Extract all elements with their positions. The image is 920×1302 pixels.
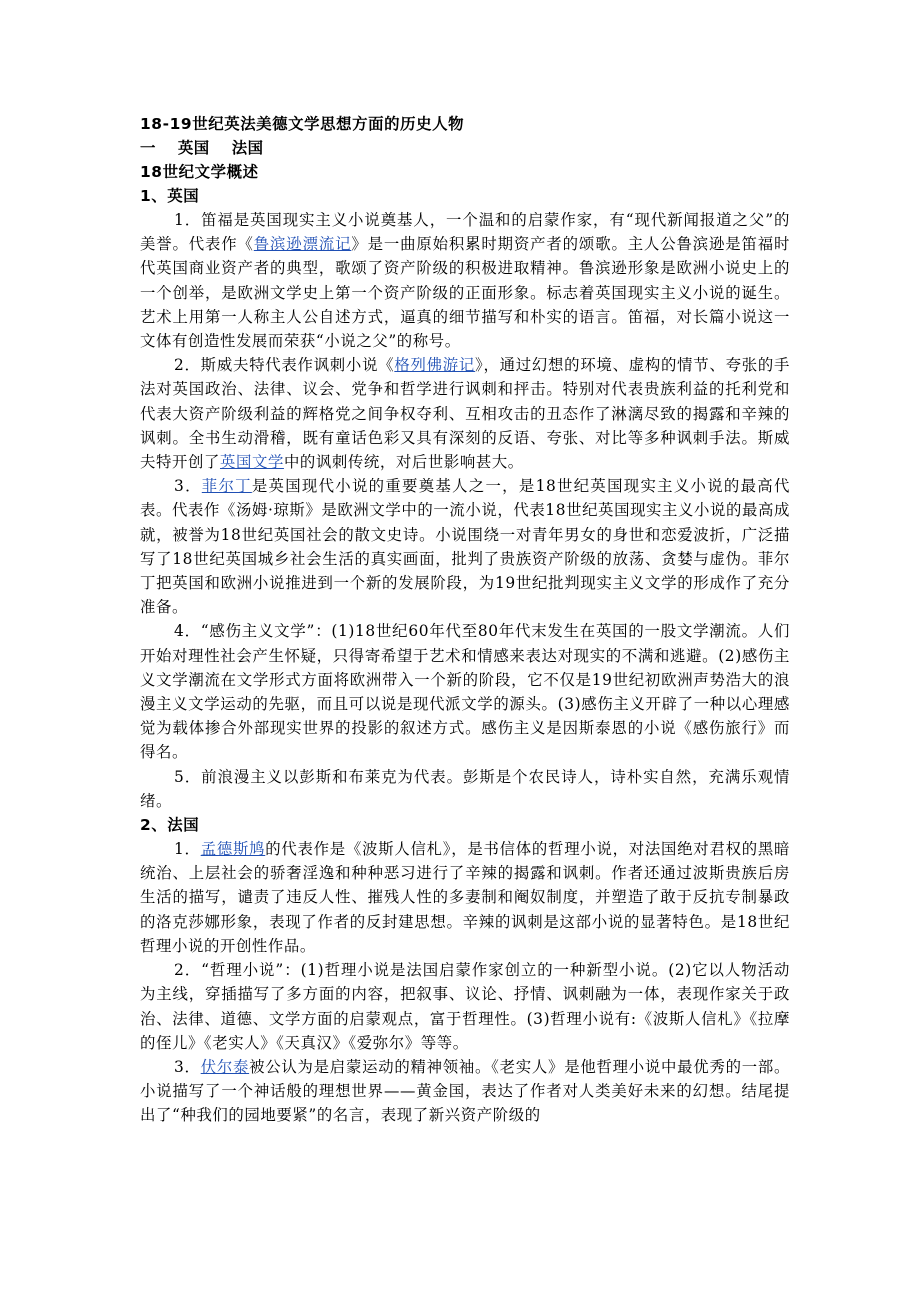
paragraph-text: 中的讽刺传统，对后世影响甚大。 [283,453,524,472]
france-heading: 2、法国 [140,816,200,835]
paragraph-defoe [140,208,790,353]
section-country-a: 英国 [177,139,210,157]
document-title: 18-19世纪英法美德文学思想方面的历史人物 [140,115,465,133]
link-gullivers-travels[interactable]: 格列佛游记 [394,356,476,375]
paragraph-sentimentalism: 4．“感伤主义文学”：(1)18世纪60年代至80年代末发生在英国的一股文学潮流。人们开始对理性社会产生怀疑，只得寄希望于艺术和情感来表达对现实的不满和逃避。(2)感伤主义文学潮流在文学形式方面将欧洲带入一个新的阶段，它不仅是19世纪初欧洲声势浩大的浪漫主义文学运动的先驱，而且可以说是现代派文学的源头。(3)感伤主义开辟了一种以心理感觉为载体掺合外部现实世界的投影的叙述方式。感伤主义是因斯泰恩的小说《感伤旅行》而得名。 [140,622,790,762]
overview-heading: 18世纪文学概述 [140,163,259,181]
link-fielding[interactable]: 菲尔丁 [201,477,252,496]
paragraph-text: 1．笛福是英国现实主义小说奠基人，一个温和的启蒙作家，有“现代新闻报道之父”的美誉。代表作《 [140,211,790,254]
link-voltaire[interactable]: 伏尔泰 [200,1057,250,1076]
section-heading [140,136,790,160]
section-number: 一 [140,139,156,157]
paragraph-preromanticism: 5．前浪漫主义以彭斯和布莱克为代表。彭斯是个农民诗人，诗朴实自然，充满乐观情绪。 [140,767,790,810]
paragraph-fielding [140,474,790,619]
paragraph-text: 3． [174,1057,201,1076]
paragraph-text: 是英国现代小说的重要奠基人之一，是18世纪英国现实主义小说的最高代表。代表作《汤姆·琼斯》是欧洲文学中的一流小说，代表18世纪英国现实主义小说的最高成就，被誉为18世纪英国社会的散文史诗。小说围绕一对青年男女的身世和恋爱波折，广泛描写了18世纪英国城乡社会生活的真实画面，批判了贵族资产阶级的放荡、贪婪与虚伪。菲尔丁把英国和欧洲小说推进到一个新的发展阶段，为19世纪批判现实主义文学的形成作了充分准备。 [140,477,790,617]
paragraph-montesquieu [140,837,790,958]
paragraph-text: 被公认为是启蒙运动的精神领袖。《老实人》是他哲理小说中最优秀的一部。小说描写了一个神话般的理想世界——黄金国，表达了作者对人类美好未来的幻想。结尾提出了“种我们的园地要紧”的名言，表现了新兴资产阶级的 [140,1057,790,1125]
link-english-literature[interactable]: 英国文学 [219,453,284,472]
paragraph-text: 2．斯威夫特代表作讽刺小说《 [174,356,395,375]
england-heading: 1、英国 [140,187,200,205]
paragraph-text: 3． [174,477,202,496]
paragraph-swift [140,353,790,474]
document-body [140,112,790,1128]
link-montesquieu[interactable]: 孟德斯鸠 [200,840,266,859]
paragraph-text: 的代表作是《波斯人信札》，是书信体的哲理小说，对法国绝对君权的黑暗统治、上层社会的骄奢淫逸和种种恶习进行了辛辣的揭露和讽刺。作者还通过波斯贵族后房生活的描写，谴责了违反人性、摧残人性的多妻制和阉奴制度，并塑造了敢于反抗专制暴政的洛克莎娜形象，表现了作者的反封建思想。辛辣的讽刺是这部小说的显著特色。是18世纪哲理小说的开创性作品。 [140,840,790,955]
paragraph-text: 》是一曲原始积累时期资产者的颂歌。主人公鲁滨逊是笛福时代英国商业资产者的典型，歌颂了资产阶级的积极进取精神。鲁滨逊形象是欧洲小说史上的一个创举，是欧洲文学史上第一个资产阶级的正面形象。标志着英国现实主义小说的诞生。艺术上用第一人称主人公自述方式，逼真的细节描写和朴实的语言。笛福，对长篇小说这一文体有创造性发展而荣获“小说之父”的称号。 [140,235,790,351]
paragraph-text: 1． [174,840,201,859]
link-robinson-crusoe[interactable]: 鲁滨逊漂流记 [253,235,352,254]
paragraph-text: 》，通过幻想的环境、虚构的情节、夸张的手法对英国政治、法律、议会、党争和哲学进行讽刺和抨击。特别对代表贵族利益的托利党和代表大资产阶级利益的辉格党之间争权夺利、互相攻击的丑态作了淋漓尽致的揭露和辛辣的讽刺。全书生动滑稽，既有童话色彩又具有深刻的反语、夸张、对比等多种讽刺手法。斯威夫特开创了 [140,356,790,472]
section-country-b: 法国 [231,139,264,157]
paragraph-voltaire [140,1055,790,1128]
paragraph-philosophical-novel: 2．“哲理小说”：(1)哲理小说是法国启蒙作家创立的一种新型小说。(2)它以人物活动为主线，穿插描写了多方面的内容，把叙事、议论、抒情、讽刺融为一体，表现作家关于政治、法律、道德、文学方面的启蒙观点，富于哲理性。(3)哲理小说有:《波斯人信札》《拉摩的侄儿》《老实人》《天真汉》《爱弥尔》等等。 [140,961,790,1052]
